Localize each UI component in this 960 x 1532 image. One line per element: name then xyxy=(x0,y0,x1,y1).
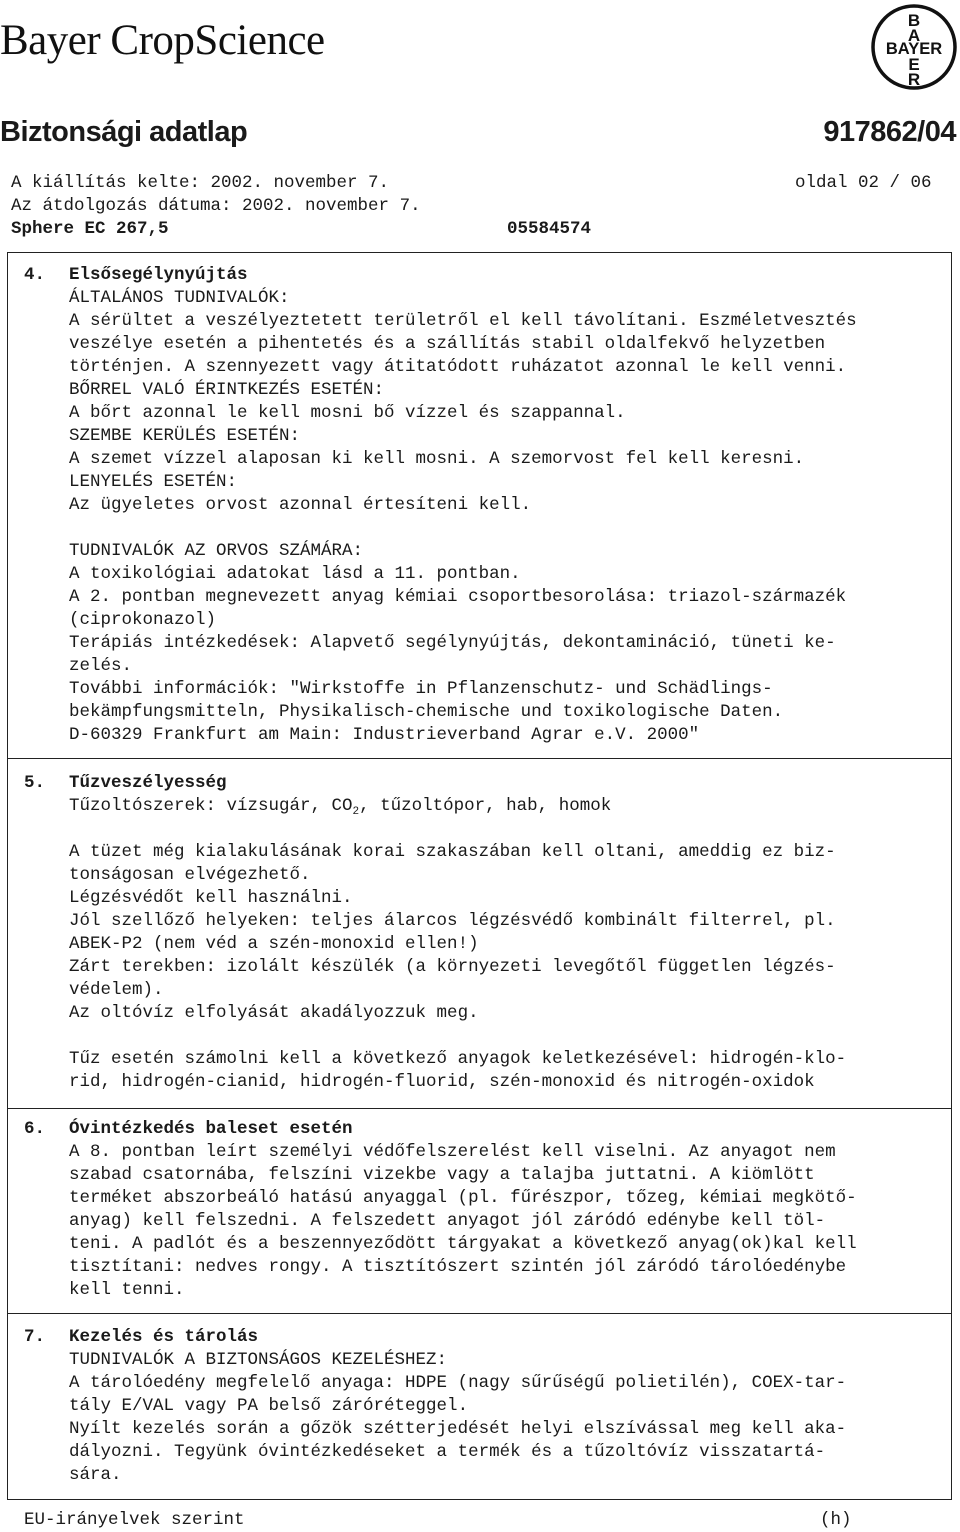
text-line: A bőrt azonnal le kell mosni bő vízzel és szappannal. xyxy=(69,403,626,423)
text-line: A tárolóedény megfelelő anyaga: HDPE (nagy sűrűségű polietilén), COEX-tar- xyxy=(69,1373,847,1393)
section-divider xyxy=(8,758,951,759)
text-line: dályozni. Tegyünk óvintézkedéseket a termék és a tűzoltóvíz visszatartá- xyxy=(69,1442,826,1462)
text-line: (ciprokonazol) xyxy=(69,610,217,630)
text-line: zelés. xyxy=(69,656,133,676)
text-line: teni. A padlót és a beszennyeződött tárgyakat a következő anyag(ok)kal kell xyxy=(69,1234,857,1254)
text-line xyxy=(69,1025,949,1048)
section-4-number: 4. xyxy=(24,265,46,285)
text-line: BŐRREL VALÓ ÉRINTKEZÉS ESETÉN: xyxy=(69,380,385,400)
text-line: Az oltóvíz elfolyását akadályozzuk meg. xyxy=(69,1003,479,1023)
text-line: Jól szellőző helyeken: teljes álarcos légzésvédő kombinált filterrel, pl. xyxy=(69,911,836,931)
document-number: 917862/04 xyxy=(823,116,956,148)
text-line: További információk: "Wirkstoffe in Pflanzenschutz- und Schädlings- xyxy=(69,679,773,699)
section-6-number: 6. xyxy=(24,1119,46,1139)
section-6 xyxy=(69,1118,949,1302)
section-divider xyxy=(8,1313,951,1314)
text-line: Az ügyeletes orvost azonnal értesíteni kell. xyxy=(69,495,532,515)
section-4-title: Elsősegélynyújtás xyxy=(69,265,248,285)
page-number: oldal 02 / 06 xyxy=(795,173,932,193)
product-code: 05584574 xyxy=(507,219,592,239)
text-line: TUDNIVALÓK A BIZTONSÁGOS KEZELÉSHEZ: xyxy=(69,1350,448,1370)
text-line: kell tenni. xyxy=(69,1280,185,1300)
text-line: bekämpfungsmitteln, Physikalisch-chemische und toxikologische Daten. xyxy=(69,702,784,722)
text-line: A 8. pontban leírt személyi védőfelszerelést kell viselni. Az anyagot nem xyxy=(69,1142,836,1162)
text-line: Zárt terekben: izolált készülék (a környezeti levegőtől független légzés- xyxy=(69,957,836,977)
text-line: tisztítani: nedves rongy. A tisztítószert szintén jól záródó tárolóedénybe xyxy=(69,1257,847,1277)
svg-text:A: A xyxy=(907,26,921,45)
revision-date: Az átdolgozás dátuma: 2002. november 7. xyxy=(11,196,421,216)
text-line xyxy=(69,517,949,540)
footer-regulation: EU-irányelvek szerint xyxy=(24,1510,245,1530)
text-line: SZEMBE KERÜLÉS ESETÉN: xyxy=(69,426,301,446)
text-line: A szemet vízzel alaposan ki kell mosni. A szemorvost fel kell keresni. xyxy=(69,449,805,469)
text-line: ABEK-P2 (nem véd a szén-monoxid ellen!) xyxy=(69,934,479,954)
text-line: anyag) kell felszedni. A felszedett anyagot jól záródó edénybe kell töl- xyxy=(69,1211,826,1231)
text-line: LENYELÉS ESETÉN: xyxy=(69,472,238,492)
text-line: Terápiás intézkedések: Alapvető segélynyújtás, dekontamináció, tüneti ke- xyxy=(69,633,836,653)
text-line: A toxikológiai adatokat lásd a 11. pontban. xyxy=(69,564,521,584)
text-line: szabad csatornába, felszíni vizekbe vagy a talajba juttatni. A kiömlött xyxy=(69,1165,815,1185)
section-7-title: Kezelés és tárolás xyxy=(69,1327,259,1347)
text-line: Tűz esetén számolni kell a következő anyagok keletkezésével: hidrogén-klo- xyxy=(69,1049,847,1069)
issue-date: A kiállítás kelte: 2002. november 7. xyxy=(11,173,390,193)
text-line: terméket abszorbeáló hatású anyaggal (pl. fűrészpor, tőzeg, kémiai megkötő- xyxy=(69,1188,857,1208)
text-line: tonságosan elvégezhető. xyxy=(69,865,311,885)
bayer-cross-logo xyxy=(870,3,958,91)
section-5 xyxy=(69,772,949,1094)
footer-language: (h) xyxy=(820,1510,852,1530)
section-4 xyxy=(69,264,949,747)
text-line: sára. xyxy=(69,1465,122,1485)
text-line: Nyílt kezelés során a gőzök szétterjedését helyi elszívással meg kell aka- xyxy=(69,1419,847,1439)
section-divider xyxy=(8,1108,951,1109)
extinguishing-media: Tűzoltószerek: vízsugár, $CO_2$, tűzoltópor, hab, homok xyxy=(69,796,612,818)
text-line: tály E/VAL vagy PA belső záróréteggel. xyxy=(69,1396,469,1416)
section-7 xyxy=(69,1326,949,1487)
section-5-title: Tűzveszélyesség xyxy=(69,773,227,793)
text-line: A sérültet a veszélyeztetett területről el kell távolítani. Eszméletvesztés xyxy=(69,311,857,331)
text-line: TUDNIVALÓK AZ ORVOS SZÁMÁRA: xyxy=(69,541,364,561)
text-line: D-60329 Frankfurt am Main: Industrieverband Agrar e.V. 2000" xyxy=(69,725,700,745)
text-line: A tüzet még kialakulásának korai szakaszában kell oltani, ameddig ez biz- xyxy=(69,842,836,862)
text-line: veszélye esetén a pihentetés és a szállítás stabil oldalfekvő helyzetben xyxy=(69,334,826,354)
section-7-number: 7. xyxy=(24,1327,46,1347)
svg-text:R: R xyxy=(907,70,921,89)
text-line: Légzésvédőt kell használni. xyxy=(69,888,353,908)
text-line: ÁLTALÁNOS TUDNIVALÓK: xyxy=(69,288,290,308)
text-line: A 2. pontban megnevezett anyag kémiai csoportbesorolása: triazol-származék xyxy=(69,587,847,607)
brand-name: Bayer CropScience xyxy=(0,17,325,64)
text-line: védelem). xyxy=(69,980,164,1000)
svg-text:BAYER: BAYER xyxy=(885,40,943,58)
section-5-number: 5. xyxy=(24,773,46,793)
text-line: történjen. A szennyezett vagy átitatódott ruházatot azonnal le kell venni. xyxy=(69,357,847,377)
document-title: Biztonsági adatlap xyxy=(0,116,248,148)
text-line: rid, hidrogén-cianid, hidrogén-fluorid, szén-monoxid és nitrogén-oxidok xyxy=(69,1072,815,1092)
svg-text:E: E xyxy=(908,55,920,74)
section-6-title: Óvintézkedés baleset esetén xyxy=(69,1119,353,1139)
text-line xyxy=(69,818,949,841)
product-name: Sphere EC 267,5 xyxy=(11,219,169,239)
svg-text:B: B xyxy=(907,11,921,30)
